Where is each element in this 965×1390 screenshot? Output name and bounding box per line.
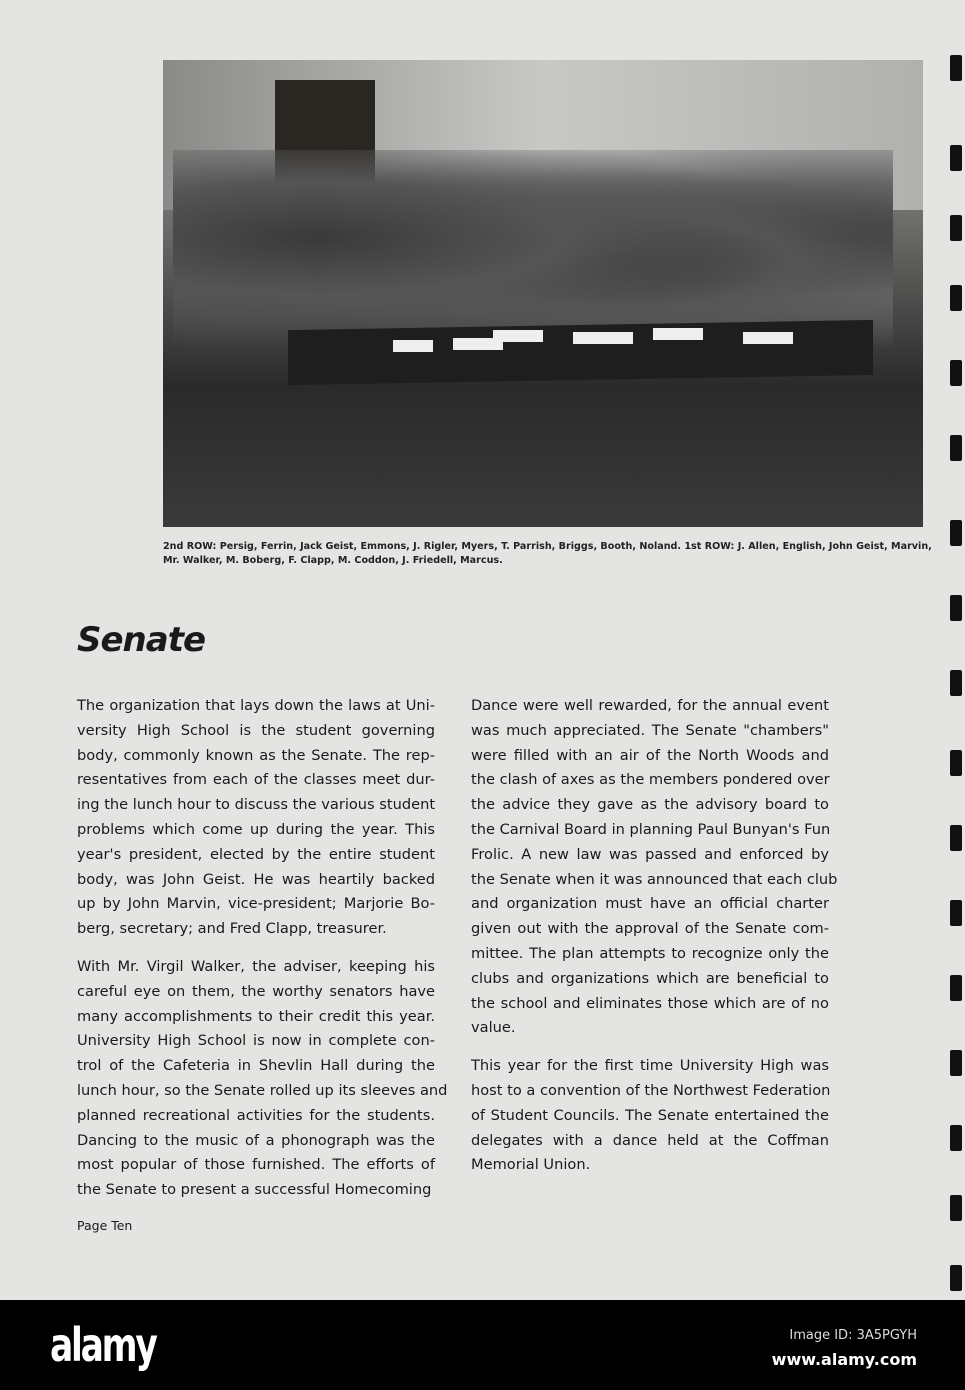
text-line: This year for the first time University High was — [471, 1057, 829, 1075]
site-url: www.alamy.com — [771, 1350, 917, 1369]
binding-ring — [950, 435, 962, 461]
text-line: planned recreational activities for the students. — [77, 1106, 435, 1124]
binding-ring — [950, 360, 962, 386]
image-id: Image ID: 3A5PGYH — [789, 1328, 917, 1343]
binding-ring — [950, 1195, 962, 1221]
text-line: year's president, elected by the entire student — [77, 845, 435, 863]
text-line: value. — [471, 1019, 516, 1037]
binding-ring — [950, 1265, 962, 1291]
binding-ring — [950, 520, 962, 546]
text-line: body, was John Geist. He was heartily backed — [77, 870, 435, 888]
text-line: was much appreciated. The Senate "chambers" — [471, 721, 829, 739]
text-line: delegates with a dance held at the Coffman — [471, 1131, 829, 1149]
text-line: With Mr. Virgil Walker, the adviser, keeping his — [77, 957, 435, 975]
binding-ring — [950, 1125, 962, 1151]
text-line: ing the lunch hour to discuss the various student — [77, 796, 436, 814]
text-line: resentatives from each of the classes meet dur- — [77, 771, 435, 789]
alamy-logo: alamy — [50, 1318, 156, 1372]
text-line: and organization must have an official charter — [471, 895, 829, 913]
photo-paper — [743, 332, 793, 344]
text-line: the Senate when it was announced that each club — [471, 870, 838, 888]
senate-group-photo — [163, 60, 923, 527]
binding-ring — [950, 55, 962, 81]
text-line: Dance were well rewarded, for the annual event — [471, 697, 829, 714]
text-line: the Carnival Board in planning Paul Bunyan's Fun — [471, 820, 831, 838]
binding-ring — [950, 670, 962, 696]
text-line: careful eye on them, the worthy senators have — [77, 982, 435, 1000]
binding-ring — [950, 900, 962, 926]
photo-paper — [493, 330, 543, 342]
right-column — [471, 694, 838, 1191]
text-line: versity High School is the student governing — [77, 721, 435, 739]
text-line: berg, secretary; and Fred Clapp, treasurer. — [77, 920, 387, 938]
paragraph — [471, 694, 838, 1041]
text-line: the clash of axes as the members pondered over — [471, 771, 830, 789]
text-line: clubs and organizations which are beneficial to — [471, 969, 829, 987]
watermark-footer — [0, 1300, 965, 1390]
text-line: body, commonly known as the Senate. The rep- — [77, 746, 435, 764]
text-line: trol of the Cafeteria in Shevlin Hall during the — [77, 1057, 435, 1075]
binding-ring — [950, 595, 962, 621]
binding-ring — [950, 750, 962, 776]
binding-ring — [950, 825, 962, 851]
photo-table — [288, 320, 873, 385]
text-line: Frolic. A new law was passed and enforced by — [471, 845, 829, 863]
photo-paper — [393, 340, 433, 352]
photo-paper — [573, 332, 633, 344]
binding-ring — [950, 145, 962, 171]
text-line: University High School is now in complete con- — [77, 1032, 435, 1050]
text-line: lunch hour, so the Senate rolled up its sleeves and — [77, 1081, 448, 1099]
text-line: the Senate to present a successful Homecoming — [77, 1181, 432, 1199]
photo-paper — [653, 328, 703, 340]
text-line: many accomplishments to their credit this year. — [77, 1007, 435, 1025]
paragraph — [471, 1054, 829, 1178]
paragraph — [77, 955, 448, 1203]
text-line: the advice they gave as the advisory board to — [471, 796, 829, 814]
paragraph — [77, 694, 435, 942]
binding-ring — [950, 1050, 962, 1076]
text-line: were filled with an air of the North Woods and — [471, 746, 829, 764]
page-title: Senate — [77, 620, 206, 660]
binding-ring — [950, 215, 962, 241]
page-number: Page Ten — [77, 1218, 133, 1233]
binding-ring — [950, 975, 962, 1001]
text-line: host to a convention of the Northwest Federation — [471, 1081, 831, 1099]
text-line: problems which come up during the year. This — [77, 820, 435, 838]
text-line: Dancing to the music of a phonograph was the — [77, 1131, 435, 1149]
text-line: of Student Councils. The Senate entertained the — [471, 1106, 829, 1124]
text-line: up by John Marvin, vice-president; Marjorie Bo- — [77, 895, 435, 913]
text-line: Memorial Union. — [471, 1156, 591, 1174]
text-line: The organization that lays down the laws at Uni- — [77, 697, 435, 714]
binding-ring — [950, 285, 962, 311]
text-line: given out with the approval of the Senate com- — [471, 920, 829, 938]
text-line: mittee. The plan attempts to recognize only the — [471, 944, 829, 962]
text-line: the school and eliminates those which are of no — [471, 994, 829, 1012]
photo-caption: 2nd ROW: Persig, Ferrin, Jack Geist, Emmons, J. Rigler, Myers, T. Parrish, Briggs, Booth, Noland. 1st ROW: J. Allen, English, John Geist, Marvin, Mr. Walker, M. Boberg, F. Clapp, M. Coddon, J. Friedell, Marcus. — [163, 541, 932, 566]
text-line: most popular of those furnished. The efforts of — [77, 1156, 435, 1174]
left-column — [77, 694, 448, 1216]
